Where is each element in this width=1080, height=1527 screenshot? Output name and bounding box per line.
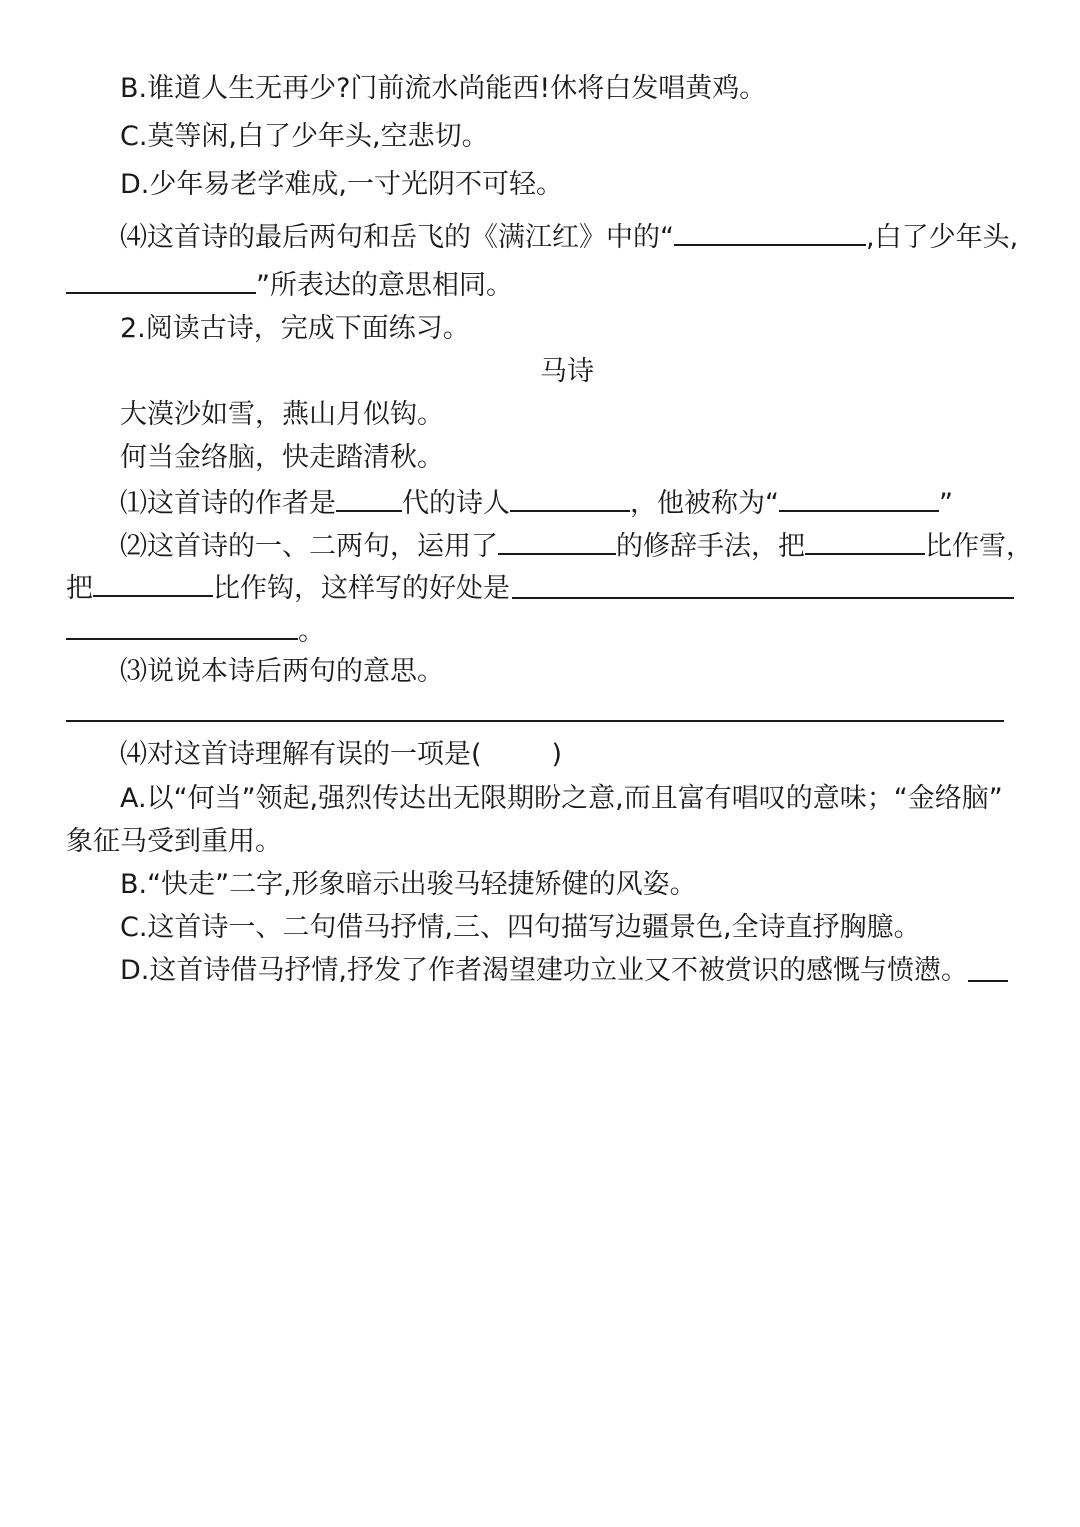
answer-blank[interactable] bbox=[93, 569, 213, 597]
answer-blank[interactable] bbox=[674, 218, 866, 246]
answer-line[interactable] bbox=[66, 720, 1004, 722]
sub-question-4-text-b: ) bbox=[551, 739, 563, 770]
sub-question-4-text-a: ⑷对这首诗理解有误的一项是( bbox=[120, 739, 482, 770]
option-c: C.这首诗一、二句借马抒情,三、四句描写边疆景色,全诗直抒胸臆。 bbox=[120, 912, 921, 943]
answer-blank[interactable] bbox=[779, 484, 939, 512]
answer-line[interactable] bbox=[512, 597, 1014, 599]
sub-question-1-text-b: 代的诗人 bbox=[402, 488, 510, 519]
sub-question-2-text-c: 比作雪， bbox=[925, 531, 1033, 562]
poem-title: 马诗 bbox=[540, 356, 594, 387]
option-d: D.这首诗借马抒情,抒发了作者渴望建功立业又不被赏识的感慨与愤懑。 bbox=[120, 955, 968, 986]
sub-question-2-period: 。 bbox=[298, 616, 325, 647]
answer-blank[interactable] bbox=[498, 527, 616, 555]
poem-line-1: 大漠沙如雪，燕山月似钩。 bbox=[120, 399, 444, 430]
question-2-heading: 2.阅读古诗，完成下面练习。 bbox=[120, 313, 470, 344]
option-b: B.“快走”二字,形象暗示出骏马轻捷矫健的风姿。 bbox=[120, 869, 697, 900]
sub-question-2-end bbox=[66, 612, 325, 649]
answer-line[interactable] bbox=[968, 980, 1008, 982]
answer-blank[interactable] bbox=[66, 612, 298, 640]
sub-question-2 bbox=[120, 527, 1033, 564]
sub-question-1-text-c: ，他被称为“ bbox=[630, 488, 779, 519]
sub-question-4 bbox=[120, 738, 562, 772]
sub-question-2-text-d: 把 bbox=[66, 573, 93, 604]
option-a-line-1: A.以“何当”领起,强烈传达出无限期盼之意,而且富有唱叹的意味；“金络脑” bbox=[120, 783, 1003, 814]
question-4-prev-text-c: ”所表达的意思相同。 bbox=[256, 270, 513, 301]
sub-question-3: ⑶说说本诗后两句的意思。 bbox=[120, 656, 444, 687]
question-4-prev-text-b: ,白了少年头, bbox=[866, 222, 1019, 253]
question-4-prev-text-a: ⑷这首诗的最后两句和岳飞的《满江红》中的“ bbox=[120, 222, 674, 253]
option-a-line-2: 象征马受到重用。 bbox=[66, 826, 282, 857]
question-4-prev bbox=[120, 218, 1018, 255]
answer-blank[interactable] bbox=[336, 484, 402, 512]
answer-blank[interactable] bbox=[510, 484, 630, 512]
option-d-prev: D.少年易老学难成,一寸光阴不可轻。 bbox=[120, 169, 563, 200]
option-b-prev: B.谁道人生无再少?门前流水尚能西!休将白发唱黄鸡。 bbox=[120, 73, 767, 104]
answer-blank[interactable] bbox=[66, 266, 256, 294]
poem-line-2: 何当金络脑，快走踏清秋。 bbox=[120, 442, 444, 473]
sub-question-1-text-d: ” bbox=[939, 488, 953, 519]
sub-question-1 bbox=[120, 484, 953, 521]
answer-blank[interactable] bbox=[805, 527, 925, 555]
question-4-prev-cont bbox=[66, 266, 513, 303]
sub-question-2-text-b: 的修辞手法，把 bbox=[616, 531, 805, 562]
sub-question-1-text-a: ⑴这首诗的作者是 bbox=[120, 488, 336, 519]
sub-question-2-text-a: ⑵这首诗的一、二两句，运用了 bbox=[120, 531, 498, 562]
sub-question-2-text-e: 比作钩，这样写的好处是 bbox=[213, 573, 510, 604]
option-c-prev: C.莫等闲,白了少年头,空悲切。 bbox=[120, 121, 489, 152]
sub-question-2-cont bbox=[66, 569, 510, 606]
